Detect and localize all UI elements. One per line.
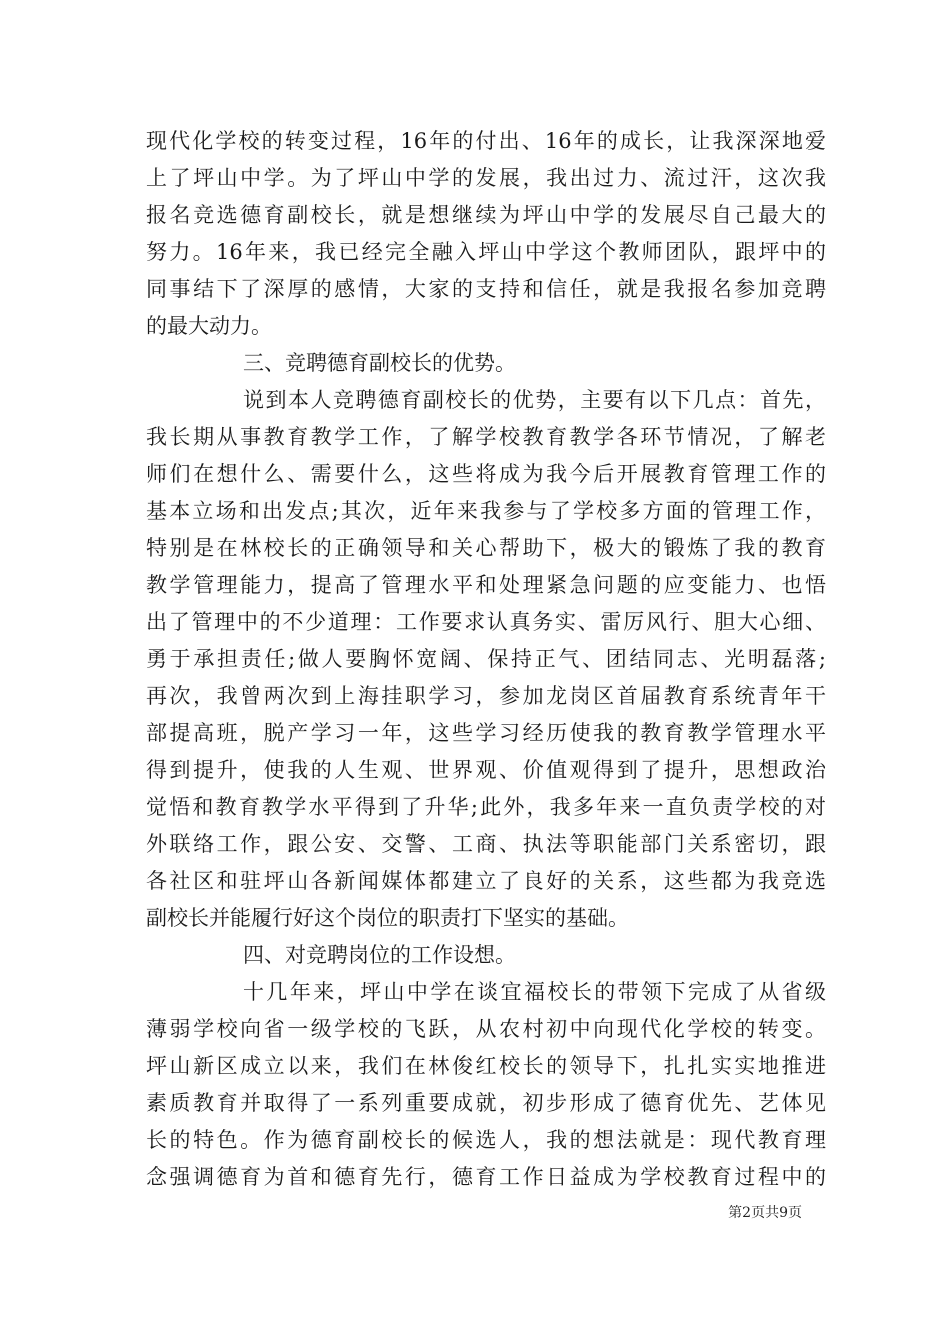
body-line: 素质教育并取得了一系列重要成就，初步形成了德育优先、艺体见	[146, 1091, 826, 1115]
body-line: 上了坪山中学。为了坪山中学的发展，我出过力、流过汗，这次我	[146, 166, 826, 190]
body-line: 努力。16年来，我已经完全融入坪山中学这个教师团队，跟坪中的	[146, 240, 826, 264]
body-line: 薄弱学校向省一级学校的飞跃，从农村初中向现代化学校的转变。	[146, 1017, 826, 1041]
body-line: 再次，我曾两次到上海挂职学习，参加龙岗区首届教育系统青年干	[146, 684, 826, 708]
section-heading-3: 三、竞聘德育副校长的优势。	[243, 351, 516, 375]
body-line: 坪山新区成立以来，我们在林俊红校长的领导下，扎扎实实地推进	[146, 1054, 826, 1078]
body-line: 各社区和驻坪山各新闻媒体都建立了良好的关系，这些都为我竞选	[146, 869, 826, 893]
body-line: 师们在想什么、需要什么，这些将成为我今后开展教育管理工作的	[146, 462, 826, 486]
page-number-footer: 第2页共9页	[728, 1205, 802, 1221]
body-line: 的最大动力。	[146, 314, 272, 338]
body-line: 副校长并能履行好这个岗位的职责打下坚实的基础。	[146, 906, 629, 930]
body-line: 报名竞选德育副校长，就是想继续为坪山中学的发展尽自己最大的	[146, 203, 826, 227]
body-line: 特别是在林校长的正确领导和关心帮助下，极大的锻炼了我的教育	[146, 536, 826, 560]
body-line: 十几年来，坪山中学在谈宜福校长的带领下完成了从省级	[243, 980, 826, 1004]
body-line: 我长期从事教育教学工作，了解学校教育教学各环节情况，了解老	[146, 425, 826, 449]
body-line: 说到本人竞聘德育副校长的优势，主要有以下几点：首先，	[243, 388, 826, 412]
body-line: 基本立场和出发点;其次，近年来我参与了学校多方面的管理工作，	[146, 499, 826, 523]
body-line: 教学管理能力，提高了管理水平和处理紧急问题的应变能力、也悟	[146, 573, 826, 597]
body-line: 觉悟和教育教学水平得到了升华;此外，我多年来一直负责学校的对	[146, 795, 826, 819]
body-line: 同事结下了深厚的感情，大家的支持和信任，就是我报名参加竞聘	[146, 277, 826, 301]
body-line: 得到提升，使我的人生观、世界观、价值观得到了提升，思想政治	[146, 758, 826, 782]
body-line: 外联络工作，跟公安、交警、工商、执法等职能部门关系密切，跟	[146, 832, 826, 856]
body-line: 念强调德育为首和德育先行，德育工作日益成为学校教育过程中的	[146, 1165, 826, 1189]
body-line: 现代化学校的转变过程，16年的付出、16年的成长，让我深深地爱	[146, 129, 826, 153]
body-line: 长的特色。作为德育副校长的候选人，我的想法就是：现代教育理	[146, 1128, 826, 1152]
body-line: 部提高班，脱产学习一年，这些学习经历使我的教育教学管理水平	[146, 721, 826, 745]
section-heading-4: 四、对竞聘岗位的工作设想。	[243, 943, 516, 967]
body-line: 出了管理中的不少道理：工作要求认真务实、雷厉风行、胆大心细、	[146, 610, 826, 634]
body-line: 勇于承担责任;做人要胸怀宽阔、保持正气、团结同志、光明磊落;	[146, 647, 826, 671]
